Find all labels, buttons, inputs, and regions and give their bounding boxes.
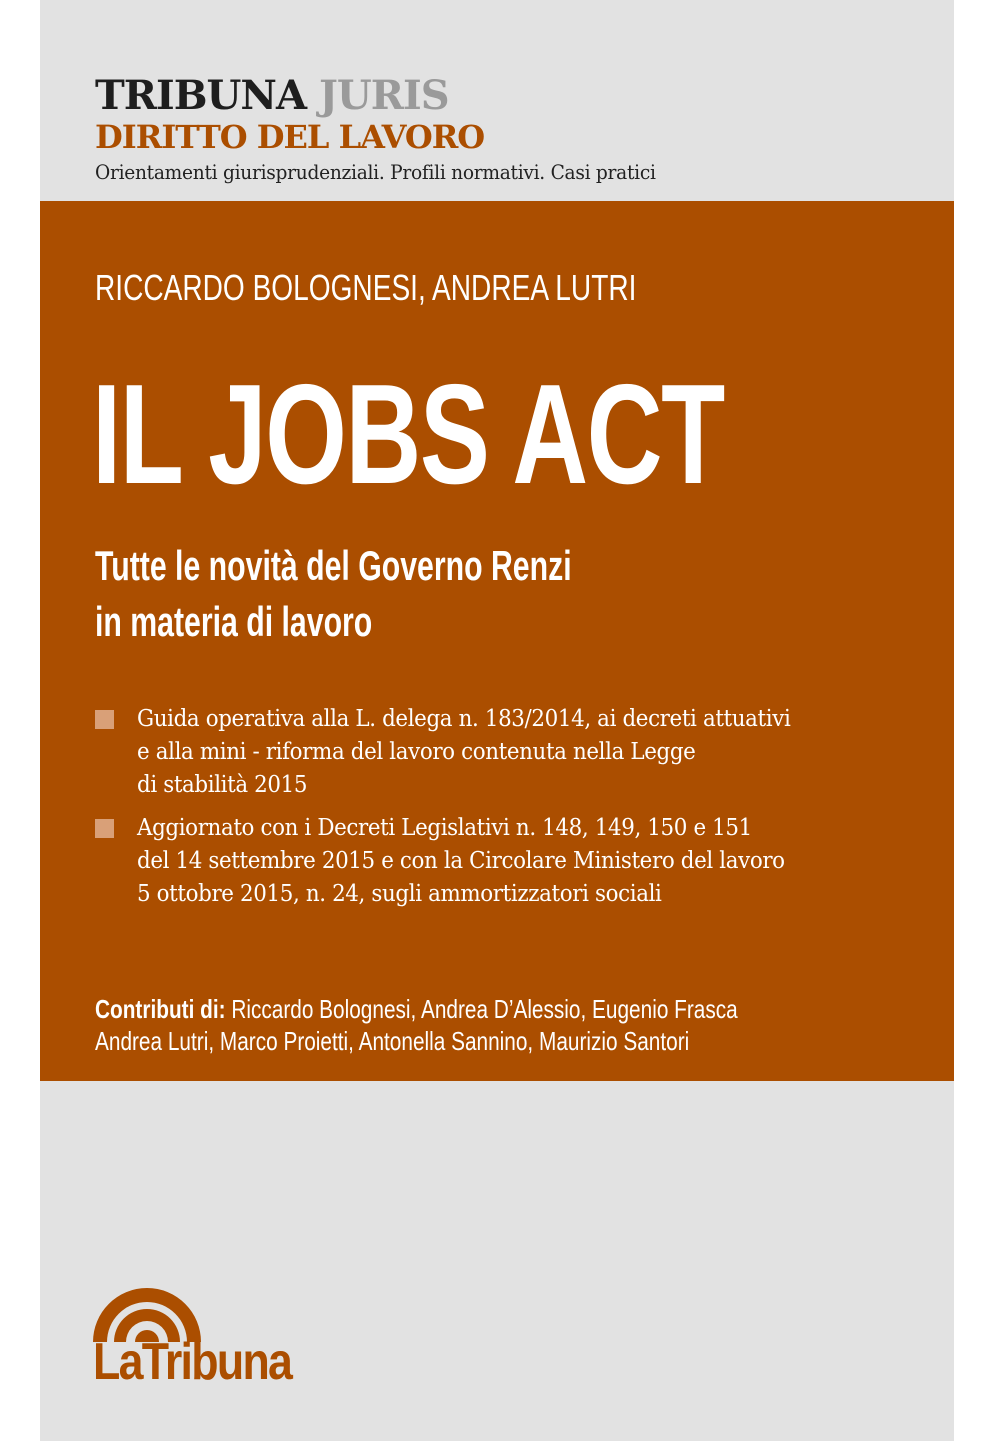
publisher-name: LaTribuna [93,1333,292,1391]
brand-title [95,74,449,118]
bullet-square-icon [95,710,114,729]
book-subtitle [95,538,572,650]
contributors [95,993,738,1057]
bullet-item [137,812,785,911]
book-authors: RICCARDO BOLOGNESI, ANDREA LUTRI [95,267,637,308]
bullet-line: 5 ottobre 2015, n. 24, sugli ammortizzatori sociali [137,881,662,907]
subtitle-line: in materia di lavoro [95,598,373,645]
bullet-item [137,703,790,802]
contributors-line: Contributi di: Riccardo Bolognesi, Andrea D’Alessio, Eugenio Frasca [95,994,738,1024]
bullet-line: Guida operativa alla L. delega n. 183/2014, ai decreti attuativi [137,706,791,732]
book-title: IL JOBS ACT [92,355,724,514]
bullet-line: Aggiornato con i Decreti Legislativi n. 148, 149, 150 e 151 [137,815,752,841]
subtitle-line: Tutte le novità del Governo Renzi [95,542,572,589]
series-title: DIRITTO DEL LAVORO [95,118,485,156]
bullet-square-icon [95,819,114,838]
bullet-line: di stabilità 2015 [137,772,308,798]
series-tagline: Orientamenti giurisprudenziali. Profili normativi. Casi pratici [95,160,656,184]
contributors-label: Contributi di: [95,994,226,1024]
bullet-line: e alla mini - riforma del lavoro contenuta nella Legge [137,739,696,765]
brand-secondary: JURIS [318,72,449,119]
brand-primary: TRIBUNA [95,72,307,119]
bullet-line: del 14 settembre 2015 e con la Circolare Ministero del lavoro [137,848,785,874]
contributors-line: Andrea Lutri, Marco Proietti, Antonella Sannino, Maurizio Santori [95,1026,690,1056]
